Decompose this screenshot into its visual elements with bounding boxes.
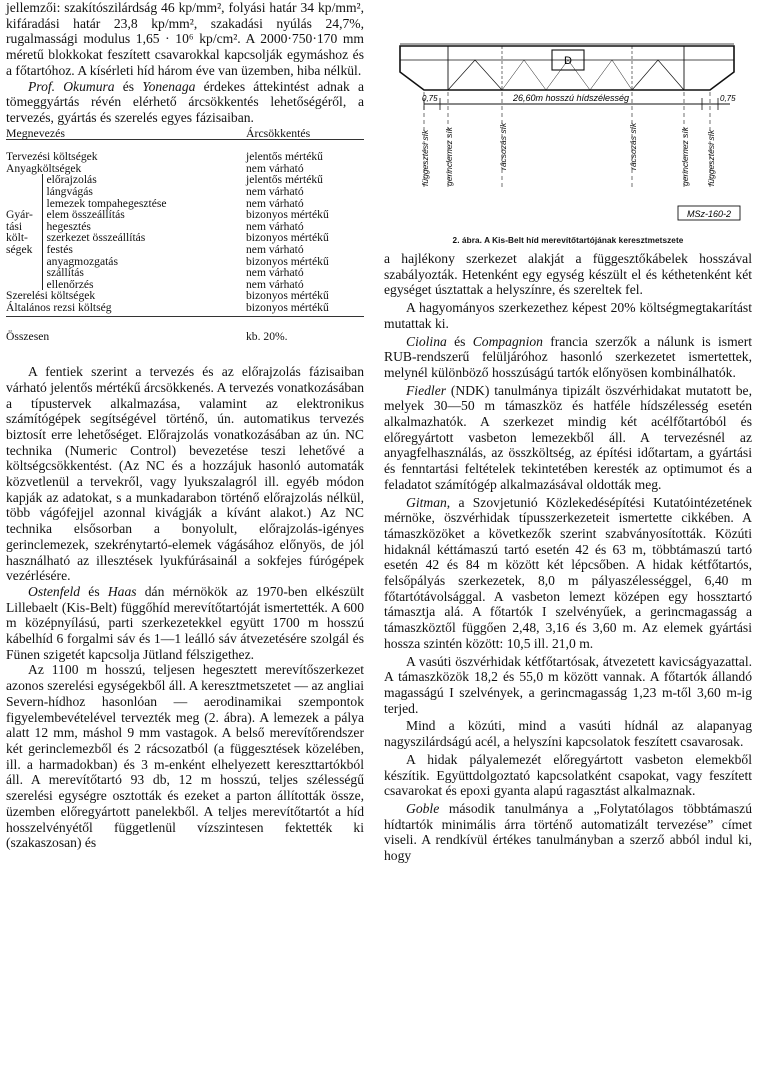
paragraph-fiedler-text: (NDK) tanulmánya tipizált öszvérhidakat mutatott be, melyek 30—50 m támaszköz és hatféle hídszélesség esetén alkalmazhatók. A szerkezet mindig két acélfőtartóból és előregyártott vasbeton lemezekből áll. A tervezésnél az anyagfelhasználás, az összköltség, az építési időtartam, a gyártási és fenntartási feltételek tekintetében keresték az optimumot és a feladatot számítógép alkalmazásával oldották meg. bbox=[384, 382, 752, 492]
plane-label: gerinclemez sík bbox=[444, 126, 454, 186]
group-label-line: Gyár- bbox=[6, 208, 33, 222]
row-label: Összesen bbox=[6, 329, 50, 343]
conjunction: és bbox=[446, 333, 473, 349]
paragraph-hajlekony: a hajlékony szerkezet alakját a függesztőkábelek hosszával szabályozták. Hetenként egy egység készült el és kéthetenként két egységet úsztattak a helyszínre, és szereltek fel. bbox=[384, 251, 752, 298]
author-ciolina: Ciolina bbox=[406, 333, 447, 349]
row-value: nem várható bbox=[246, 266, 304, 280]
paragraph-fentiek: A fentiek szerint a tervezés és az előrajzolás fázisaiban várható jelentős mértékű árcsökkenés. A tervezés vonatkozásában a típustervek alkalmazása, valamint az elektronikus számítógépek segítségével történő, ún. automatikus tervezés biztosít erre lehetőséget. Előrajzolás vonatkozásában az ún. NC technika (Numeric Control) bevezetése teszi lehetővé a költségcsökkentést. (Az NC és a hozzájuk hasonló automaták közvetlenül a tervekről, vagy lyukszalagról ill. egyéb módon kapják az adatokat, s a munkadarabon történő előrajzolás nélkül, több vágófejjel azonnal kivágják a kívánt alakot.) Az NC technika elsősorban a bonyolult, előrajzolás-igényes gerinclemezek, szekrénytartó-elemek vágásához előnyös, de jól használható az illesztések lyukfúrásainál a sokfejes fúrógépek vezérlésére. bbox=[6, 364, 364, 584]
group-label bbox=[6, 174, 42, 290]
table-row-total bbox=[6, 331, 364, 343]
row-value: bizonyos mértékű bbox=[246, 254, 329, 268]
paragraph-hidak: A hidak pályalemezét előregyártott vasbeton elemekből készítik. Együttdolgoztató kapcsolatként csapokat, vagy feszített csavarokat és epoxi gyanta alapú ragasztást alkalmaznak. bbox=[384, 751, 752, 799]
table-row bbox=[6, 302, 364, 316]
paragraph-okumura-text: érdekes áttekintést adnak a tömeggyártás révén elérhető árcsökkentés lehetőségéről, a tervezés, gyártás és szerelés egyes fázisaiban. bbox=[6, 78, 365, 125]
paragraph-intro: jellemzői: szakítószilárdság 46 kp/mm², folyási határ 34 kp/mm², kifáradási határ 23,8 kp/mm², szakadási nyúlás 24,7%, rugalmassági modulus 1,65 · 10⁶ kp/cm². A 2000·750·170 mm méretű blokkokat feszített csavarokkal kapcsolják egymáshoz és a főtartóhoz. A kísérleti híd három éve van üzemben, hiba nélkül. bbox=[6, 0, 364, 78]
row-label: elem összeállítás bbox=[42, 209, 246, 221]
author-goble: Goble bbox=[406, 800, 440, 816]
group-label-line: költ- bbox=[6, 231, 28, 245]
right-column bbox=[384, 0, 752, 864]
row-label: szerkezet összeállítás bbox=[42, 232, 246, 244]
author-fiedler: Fiedler bbox=[406, 382, 447, 398]
row-value: kb. 20%. bbox=[246, 329, 288, 343]
row-value: nem várható bbox=[246, 277, 304, 291]
plane-label: gerinclemez sík bbox=[680, 126, 690, 186]
row-value: nem várható bbox=[246, 185, 304, 198]
plane-label: rácsozás sík bbox=[498, 122, 508, 170]
table-spacer bbox=[6, 316, 364, 331]
group-label-line: ségek bbox=[6, 242, 33, 256]
paragraph-gitman-text: , a Szovjetunió Közlekedésépítési Kutatóintézetének mérnöke, öszvérhidak típusszerkezeteit ismertette cikkében. A támaszközöket a következők szerint szabványosították. Közúti hidaknál kéttámaszú tartó esetén 42 és 63 m, többtámaszú tartó esetén 42 és 84 m között két lépcsőben. A hidak kétfőtartós, felsőpályás szerkezetek, 8,0 m pályaszélességgel, 6,40 m főtartótávolsággal. A vasbeton lemezt középen egy hossztartó támasztja alá. A főtartók I szelvényűek, a gerincmagasság a támaszköztől függően 2,48, 3,16 és 3,60 m. Az elemek gyártási hossza szintén között: 10,5 ill. 21,0 m. bbox=[384, 494, 752, 651]
paragraph-goble-text: második tanulmánya a „Folytatólagos többtámaszú hídtartók minimális árra történő automatizált tervezése” címet viseli. A rendkívül értékes tanulmányban a szerző abból indul ki, hogy bbox=[384, 800, 752, 864]
table-row bbox=[6, 186, 364, 198]
author-haas: Haas bbox=[107, 583, 137, 599]
paragraph-hagyomanyos: A hagyományos szerkezethez képest 20% költségmegtakarítást mutattak ki. bbox=[384, 300, 752, 331]
row-value: jelentős mértékű bbox=[246, 173, 323, 187]
conjunction: és bbox=[114, 78, 143, 94]
row-value: nem várható bbox=[246, 219, 304, 233]
paragraph-ostenfeld-text: dán mérnökök az 1970-ben elkészült Lillebaelt (Kis-Belt) függőhíd merevítőtartóját ismertették. A 600 m középnyílású, parti szerkezetekkel együtt 1700 m hosszú kábelhíd 6 forgalmi sáv és 1—1 leálló sáv átvezetésére szolgál és Fünen szigetét kapcsolja Jütland félszigethez. bbox=[6, 583, 365, 662]
row-label: hegesztés bbox=[42, 221, 246, 233]
header-reduction: Árcsökkentés bbox=[246, 128, 364, 140]
table-header bbox=[6, 128, 364, 140]
row-label: ellenőrzés bbox=[42, 279, 246, 291]
row-label: Anyagköltségek bbox=[6, 161, 82, 175]
cost-reduction-table bbox=[6, 125, 364, 343]
stamp-label: MSz-160-2 bbox=[686, 209, 732, 219]
author-yonenaga: Yonenaga bbox=[142, 78, 196, 94]
paragraph-mind: Mind a közúti, mind a vasúti hídnál az alapanyag nagyszilárdságú acél, a helyszíni kapcsolatok feszített csavarosak. bbox=[384, 718, 752, 750]
row-value: bizonyos mértékű bbox=[246, 302, 364, 316]
box-label: D bbox=[564, 55, 572, 67]
row-label: lángvágás bbox=[42, 186, 246, 198]
paragraph-ciolina bbox=[384, 334, 752, 381]
figure-caption: 2. ábra. A Kis-Belt híd merevítőtartójának keresztmetszete bbox=[452, 236, 684, 245]
plane-label: rácsozás sík bbox=[628, 122, 638, 170]
author-compagnion: Compagnion bbox=[472, 333, 543, 349]
conjunction: és bbox=[80, 583, 108, 599]
row-label: szállítás bbox=[42, 267, 246, 279]
row-label: előrajzolás bbox=[42, 174, 246, 186]
row-label: Tervezési költségek bbox=[6, 150, 98, 164]
row-label: festés bbox=[42, 244, 246, 256]
figure-cross-section bbox=[384, 0, 752, 236]
row-label: lemezek tompahegesztése bbox=[42, 198, 246, 210]
row-value: bizonyos mértékű bbox=[246, 231, 329, 245]
paragraph-vasuti: A vasúti öszvérhidak kétfőtartósak, átvezetett kavicságyazattal. A támaszközök 18,2 és 55,0 m között vannak. A főtartók állandó magasságú I szelvények, a gerincmagasság 1,23 m-től 3,60 m-ig terjed. bbox=[384, 653, 752, 716]
left-column bbox=[6, 0, 364, 851]
paragraph-goble bbox=[384, 801, 752, 864]
paragraph-ostenfeld bbox=[6, 584, 364, 663]
paragraph-gitman bbox=[384, 495, 752, 652]
dim-left: 0,75 bbox=[422, 94, 438, 103]
header-name: Megnevezés bbox=[6, 128, 246, 140]
row-value: nem várható bbox=[246, 161, 304, 175]
dim-right: 0,75 bbox=[720, 94, 736, 103]
cross-section-drawing bbox=[384, 0, 752, 236]
paragraph-ciolina-text: francia szerzők a nálunk is ismert RUB-rendszerű felüljáróhoz hasonló szerkezetet ismertettek, melynél különböző hosszúságú tartók előnyösen kombinálhatók. bbox=[384, 333, 752, 380]
row-label: anyagmozgatás bbox=[42, 256, 246, 268]
paragraph-fiedler bbox=[384, 383, 752, 493]
paragraph-1100: Az 1100 m hosszú, teljesen hegesztett merevítőszerkezet azonos szerelési egységekből áll. A keresztmetszetet — az angliai Severn-hídhoz hasonlóan — aerodinamikai szempontok figyelembevételével tervezték meg (2. ábra). A lemezek a pálya alatt 12 mm, máshol 9 mm vastagok. A belső merevítőrendszer két gerinclemezből és 2 rácsozatból (a függesztések közelében, ill. a harmadokban) és 3 m-enként elhelyezett kereszttartókból áll. A merevítőtartó 93 db, 12 m hosszú, teljes szélességű szerelési egységre osztották és ezeket a parton állították össze, üzemben előregyártott panelekből. A teljes merevítőtartót a híd hosszelvényétől függetlenül vízszintesen fektették ki (szakaszosan) és bbox=[6, 662, 364, 851]
paragraph-okumura bbox=[6, 79, 364, 126]
dim-center: 26,60m hosszú hídszélesség bbox=[512, 93, 630, 103]
table-row bbox=[6, 267, 364, 279]
row-value: nem várható bbox=[246, 196, 304, 210]
author-gitman: Gitman bbox=[406, 494, 447, 510]
group-label-line: tási bbox=[6, 219, 23, 233]
table-row bbox=[6, 244, 364, 256]
row-label: Szerelési költségek bbox=[6, 289, 96, 303]
author-ostenfeld: Ostenfeld bbox=[28, 583, 81, 599]
row-value: jelentős mértékű bbox=[246, 150, 323, 164]
author-okumura: Prof. Okumura bbox=[28, 78, 115, 94]
row-label: Általános rezsi költség bbox=[6, 302, 246, 316]
row-value: bizonyos mértékű bbox=[246, 208, 329, 222]
row-value: bizonyos mértékű bbox=[246, 289, 329, 303]
row-value: nem várható bbox=[246, 242, 304, 256]
plane-label: függesztési sík bbox=[420, 129, 430, 186]
plane-label: függesztési sík bbox=[706, 129, 716, 186]
